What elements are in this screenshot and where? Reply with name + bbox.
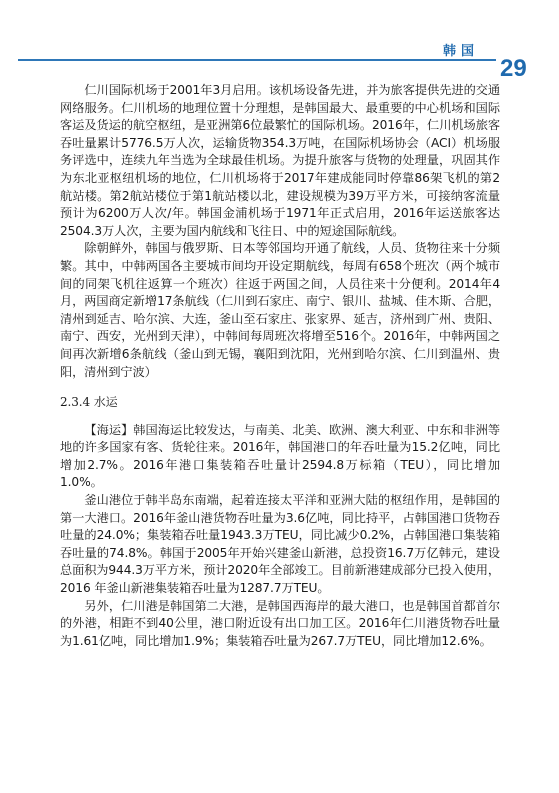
running-header-country: 韩国 xyxy=(443,44,480,59)
paragraph-incheon-port: 另外，仁川港是韩国第二大港，是韩国西海岸的最大港口，也是韩国首都首尔的外港，相距不到40公里，港口附近设有出口加工区。2016年仁川港货物吞吐量为1.61亿吨，同比增加1.9%；集装箱吞吐量为267.7万TEU，同比增加12.6%。 xyxy=(60,598,500,648)
page-number: 29 xyxy=(500,55,527,82)
section-title: 水运 xyxy=(93,395,118,410)
section-heading xyxy=(60,394,500,412)
paragraph-incheon-airport: 仁川国际机场于2001年3月启用。该机场设备先进，并为旅客提供先进的交通网络服务。仁川机场的地理位置十分理想，是韩国最大、最重要的中心机场和国际客运及货运的航空枢纽，是亚洲第6位最繁忙的国际机场。2016年，仁川机场旅客吞吐量累计5776.5万人次，运输货物354.3万吨，在国际机场协会（ACI）机场服务评选中，连续九年当选为全球最佳机场。为提升旅客与货物的处理量，巩固其作为东北亚枢纽机场的地位，仁川机场将于2017年建成能同时停靠86架飞机的第2航站楼。第2航站楼位于第1航站楼以北，建设规模为39万平方米，可接纳客流量预计为6200万人次/年。韩国金浦机场于1971年正式启用，2016年运送旅客达2504.3万人次，主要为国内航线和飞往日、中的短途国际航线。 xyxy=(60,83,500,238)
article-body xyxy=(60,82,500,650)
paragraph-busan-port: 釜山港位于韩半岛东南端，起着连接太平洋和亚洲大陆的枢纽作用，是韩国的第一大港口。2016年釜山港货物吞吐量为3.6亿吨，同比持平，占韩国港口货物吞吐量的24.0%；集装箱吞吐量1943.3万TEU，同比减少0.2%，占韩国港口集装箱吞吐量的74.8%。韩国于2005年开始兴建釜山新港，总投资16.7万亿韩元，建设总面积为944.3万平方米，预计2020年全部竣工。目前新港建成部分已投入使用，2016 年釜山新港集装箱吞吐量为1287.7万TEU。 xyxy=(60,493,500,596)
header-rule xyxy=(18,59,496,61)
paragraph-flight-routes: 除朝鲜外，韩国与俄罗斯、日本等邻国均开通了航线，人员、货物往来十分频繁。其中，中韩两国各主要城市间均开设定期航线，每周有658个班次（两个城市间的同架飞机往返算一个班次）往返于两国之间，人员往来十分便利。2014年4月，两国商定新增17条航线（仁川到石家庄、南宁、银川、盐城、佳木斯、合肥，清州到延吉、哈尔滨、大连，釜山至石家庄、张家界、延吉，济州到广州、贵阳、南宁、西安，光州到天津），中韩间每周班次将增至516个。2016年，中韩两国之间再次新增6条航线（釜山到无锡，襄阳到沈阳，光州到哈尔滨、仁川到温州、贵阳，清州到宁波） xyxy=(60,241,500,379)
section-number: 2.3.4 xyxy=(60,395,91,410)
paragraph-shipping: 【海运】韩国海运比较发达，与南美、北美、欧洲、澳大利亚、中东和非洲等地的许多国家有客、货轮往来。2016年，韩国港口的年吞吐量为15.2亿吨，同比增加2.7%。2016年港口集装箱吞吐量计2594.8万标箱（TEU），同比增加1.0%。 xyxy=(60,422,500,490)
